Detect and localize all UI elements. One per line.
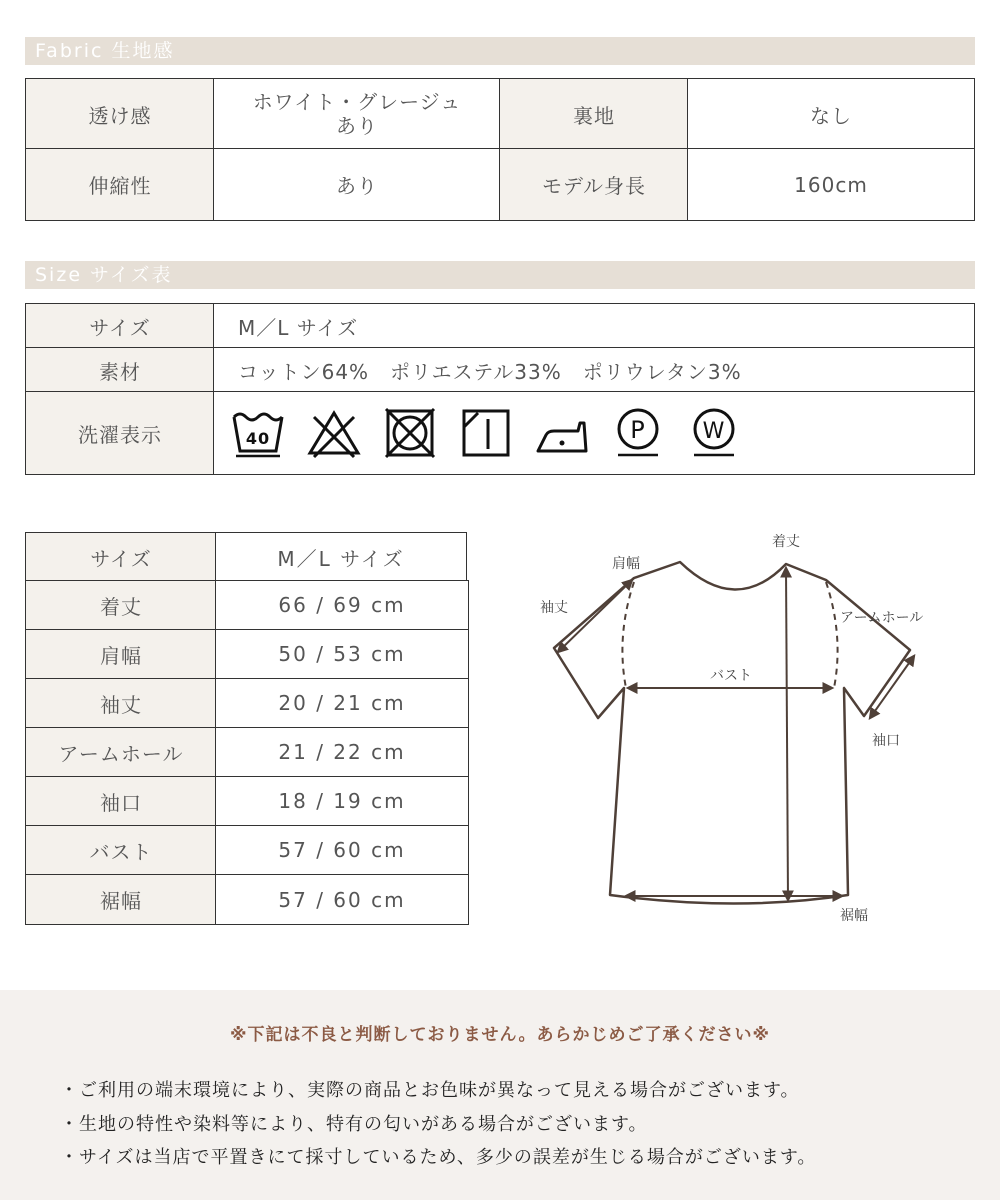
label-hem: 裾幅 xyxy=(840,908,868,924)
model-height-value: 160cm xyxy=(687,148,975,221)
label-armhole: アームホール xyxy=(840,610,924,626)
measure-label-cuff: 袖口 xyxy=(25,776,217,826)
measure-header-label: サイズ xyxy=(25,532,217,582)
measure-header-value: M／L サイズ xyxy=(215,532,467,582)
measure-value-cuff: 18 / 19 cm xyxy=(215,776,469,826)
wet-clean-letter: W xyxy=(702,419,726,444)
notice-line-2: ・生地の特性や染料等により、特有の匂いがある場合がございます。 xyxy=(60,1114,648,1135)
lining-label: 裏地 xyxy=(499,78,689,150)
measure-label-armhole: アームホール xyxy=(25,727,217,777)
label-cuff: 袖口 xyxy=(872,733,900,749)
dry-clean-letter: P xyxy=(630,416,646,444)
wash-temp-text: 40 xyxy=(245,429,271,448)
material-label: 素材 xyxy=(25,347,215,393)
measure-label-sleeve: 袖丈 xyxy=(25,678,217,728)
line-dry-shade-icon xyxy=(458,407,514,459)
size-value: M／L サイズ xyxy=(213,303,975,349)
wash-40-icon xyxy=(230,407,286,459)
measure-label-length: 着丈 xyxy=(25,580,217,630)
measure-label-bust: バスト xyxy=(25,825,217,875)
see-through-label: 透け感 xyxy=(25,78,215,150)
garment-diagram xyxy=(530,520,980,940)
no-tumble-dry-icon xyxy=(382,407,438,459)
measure-value-armhole: 21 / 22 cm xyxy=(215,727,469,777)
dry-clean-p-icon xyxy=(610,407,666,459)
no-bleach-icon xyxy=(306,407,362,459)
notice-title: ※下記は不良と判断しておりません。あらかじめご了承ください※ xyxy=(229,1025,771,1045)
notice-panel xyxy=(0,990,1000,1200)
iron-low-icon xyxy=(534,407,590,459)
measure-value-shoulder: 50 / 53 cm xyxy=(215,629,469,679)
fabric-section-heading: Fabric 生地感 xyxy=(25,37,975,65)
measure-label-hem: 裾幅 xyxy=(25,874,217,925)
measure-value-sleeve: 20 / 21 cm xyxy=(215,678,469,728)
see-through-value-line2: あり xyxy=(336,114,378,138)
see-through-value-line1: ホワイト・グレージュ xyxy=(252,90,462,114)
notice-line-1: ・ご利用の端末環境により、実際の商品とお色味が異なって見える場合がございます。 xyxy=(60,1080,800,1101)
size-section-heading: Size サイズ表 xyxy=(25,261,975,289)
notice-line-3: ・サイズは当店で平置きにて採寸しているため、多少の誤差が生じる場合がございます。 xyxy=(60,1147,817,1168)
care-symbols xyxy=(213,391,975,475)
measure-value-bust: 57 / 60 cm xyxy=(215,825,469,875)
care-label: 洗濯表示 xyxy=(25,391,215,475)
lining-value: なし xyxy=(687,78,975,150)
size-label: サイズ xyxy=(25,303,215,349)
measure-value-length: 66 / 69 cm xyxy=(215,580,469,630)
measure-label-shoulder: 肩幅 xyxy=(25,629,217,679)
measure-value-hem: 57 / 60 cm xyxy=(215,874,469,925)
label-bust: バスト xyxy=(710,668,752,684)
stretch-label: 伸縮性 xyxy=(25,148,215,221)
wet-clean-w-icon xyxy=(686,407,742,459)
model-height-label: モデル身長 xyxy=(499,148,689,221)
label-length: 着丈 xyxy=(772,534,800,550)
material-value: コットン64% ポリエステル33% ポリウレタン3% xyxy=(213,347,975,393)
label-sleeve-length: 袖丈 xyxy=(540,600,568,616)
stretch-value: あり xyxy=(213,148,501,221)
see-through-value xyxy=(213,78,501,150)
label-shoulder: 肩幅 xyxy=(612,556,640,572)
